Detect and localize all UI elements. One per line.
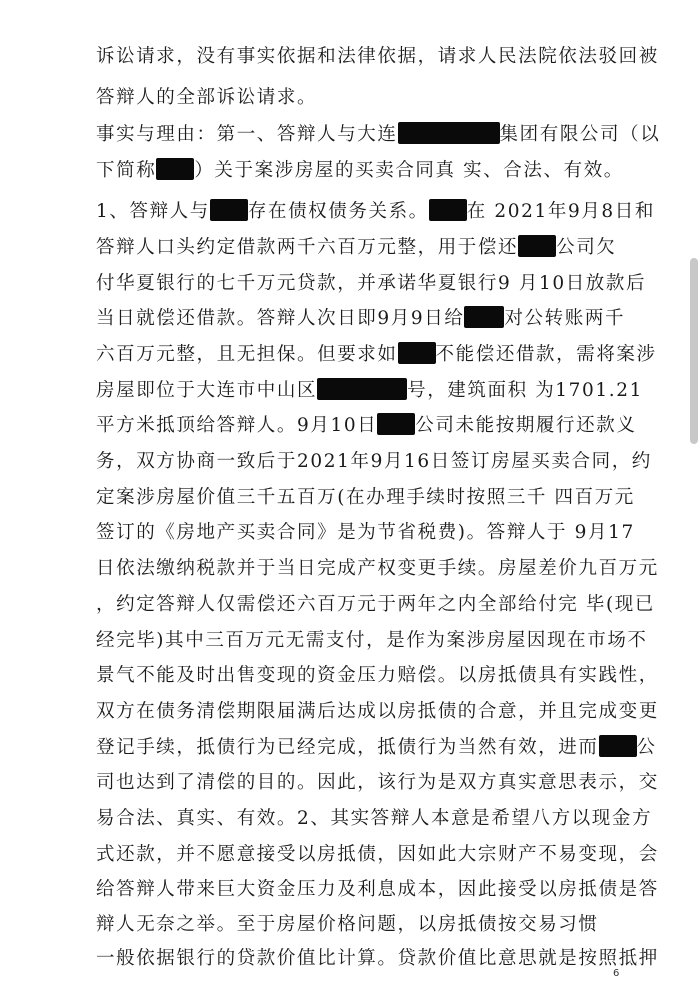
scrollbar-thumb[interactable] — [690, 258, 698, 444]
redaction-block — [599, 735, 637, 757]
text-run: 诉讼请求，没有事实依据和法律依据，请求人民法院依法驳回被 — [96, 46, 659, 67]
text-run: 集团有限公司（以 — [499, 124, 661, 145]
text-run: 签订的《房地产买卖合同》是为节省税费)。答辩人于 9月17 — [96, 522, 635, 543]
text-run: 登记手续，抵债行为已经完成，抵债行为当然有效，进而 — [96, 737, 599, 758]
text-run: 景气不能及时出售变现的资金压力赔偿。以房抵债具有实践性， — [96, 665, 659, 686]
text-line-14 — [96, 520, 636, 546]
redaction-block — [317, 378, 407, 400]
redaction-block — [518, 235, 556, 257]
redaction-block — [429, 199, 467, 221]
text-run: ）关于案涉房屋的买卖合同真 实、合法、有效。 — [194, 160, 624, 181]
text-run: 公 — [636, 737, 657, 758]
text-run: 答辩人口头约定借款两千六百万元整，用于偿还 — [96, 237, 519, 258]
text-run: 在 2021年9月8日和 — [466, 201, 655, 222]
text-line-12 — [96, 449, 652, 475]
text-line-13 — [96, 485, 636, 511]
text-line-7 — [96, 271, 647, 297]
text-run: 公司欠 — [556, 237, 617, 258]
text-line-11 — [96, 413, 636, 439]
page-number: 6 — [613, 968, 620, 979]
text-run: 答辩人的全部诉讼请求。 — [96, 87, 318, 108]
text-line-24 — [96, 877, 659, 903]
text-line-3 — [96, 122, 661, 148]
text-line-10 — [96, 378, 643, 404]
text-line-15 — [96, 556, 659, 582]
text-run: 平方米抵顶给答辩人。9月10日 — [96, 415, 378, 436]
text-run: 事实与理由：第一、答辩人与大连 — [96, 124, 398, 145]
redaction-block — [464, 306, 504, 328]
text-line-1 — [96, 44, 659, 70]
text-run: 给答辩人带来巨大资金压力及利息成本，因此接受以房抵债是答 — [96, 879, 659, 900]
text-line-21 — [96, 770, 659, 796]
text-run: 下简称 — [96, 160, 157, 181]
redaction-block — [156, 158, 194, 180]
text-line-6 — [96, 235, 636, 261]
text-run: 日依法缴纳税款并于当日完成产权变更手续。房屋差价九百万元 — [96, 558, 659, 579]
text-run: 式还款，并不愿意接受以房抵债，因如此大宗财产不易变现，会 — [96, 844, 659, 865]
text-run: 1、答辩人与 — [96, 201, 210, 222]
text-run: 定案涉房屋价值三千五百万(在办理手续时按照三千 四百万元 — [96, 487, 635, 508]
text-line-26 — [96, 946, 659, 972]
text-run: 司也达到了清偿的目的。因此，该行为是双方真实意思表示，交 — [96, 772, 659, 793]
text-line-23 — [96, 842, 659, 868]
text-line-9 — [96, 342, 657, 368]
text-run: 一般依据银行的贷款价值比计算。贷款价值比意思就是按照抵押 — [96, 948, 659, 969]
text-run: 当日就偿还借款。答辩人次日即9月9日给 — [96, 308, 465, 329]
text-line-18 — [96, 663, 659, 689]
redaction-block — [398, 122, 500, 144]
text-line-8 — [96, 306, 636, 332]
redaction-block — [377, 413, 415, 435]
text-run: 房屋即位于大连市中山区 — [96, 380, 318, 401]
text-run: 双方在债务清偿期限届满后达成以房抵债的合意，并且完成变更 — [96, 701, 659, 722]
text-line-25 — [96, 912, 636, 938]
scrollbar[interactable] — [688, 0, 700, 1001]
text-run: 对公转账两千 — [504, 308, 626, 329]
text-run: 存在债权债务关系。 — [247, 201, 429, 222]
text-line-4 — [96, 158, 636, 184]
text-line-2 — [96, 85, 636, 111]
text-line-16 — [96, 592, 656, 618]
text-run: 不能偿还借款，需将案涉 — [435, 344, 657, 365]
text-run: 易合法、真实、有效。2、其实答辩人本意是希望八方以现金方 — [96, 808, 653, 829]
text-run: 六百万元整，且无担保。但要求如 — [96, 344, 398, 365]
text-line-20 — [96, 735, 657, 761]
text-line-17 — [96, 628, 648, 654]
text-line-22 — [96, 806, 653, 832]
text-run: 付华夏银行的七千万元贷款，并承诺华夏银行9 月10日放款后 — [96, 273, 647, 294]
redaction-block — [398, 342, 436, 364]
text-line-19 — [96, 699, 659, 725]
redaction-block — [210, 199, 248, 221]
text-run: 务，双方协商一致后于2021年9月16日签订房屋买卖合同，约 — [96, 451, 652, 472]
text-line-5 — [96, 199, 655, 225]
text-run: 公司未能按期履行还款义 — [415, 415, 637, 436]
text-run: 号，建筑面积 为1701.21 — [407, 380, 643, 401]
text-run: ，约定答辩人仅需偿还六百万元于两年之内全部给付完 毕(现已 — [96, 594, 656, 615]
text-run: 经完毕)其中三百万元无需支付，是作为案涉房屋因现在市场不 — [96, 630, 648, 651]
text-run: 辩人无奈之举。至于房屋价格问题，以房抵债按交易习惯 — [96, 914, 599, 935]
